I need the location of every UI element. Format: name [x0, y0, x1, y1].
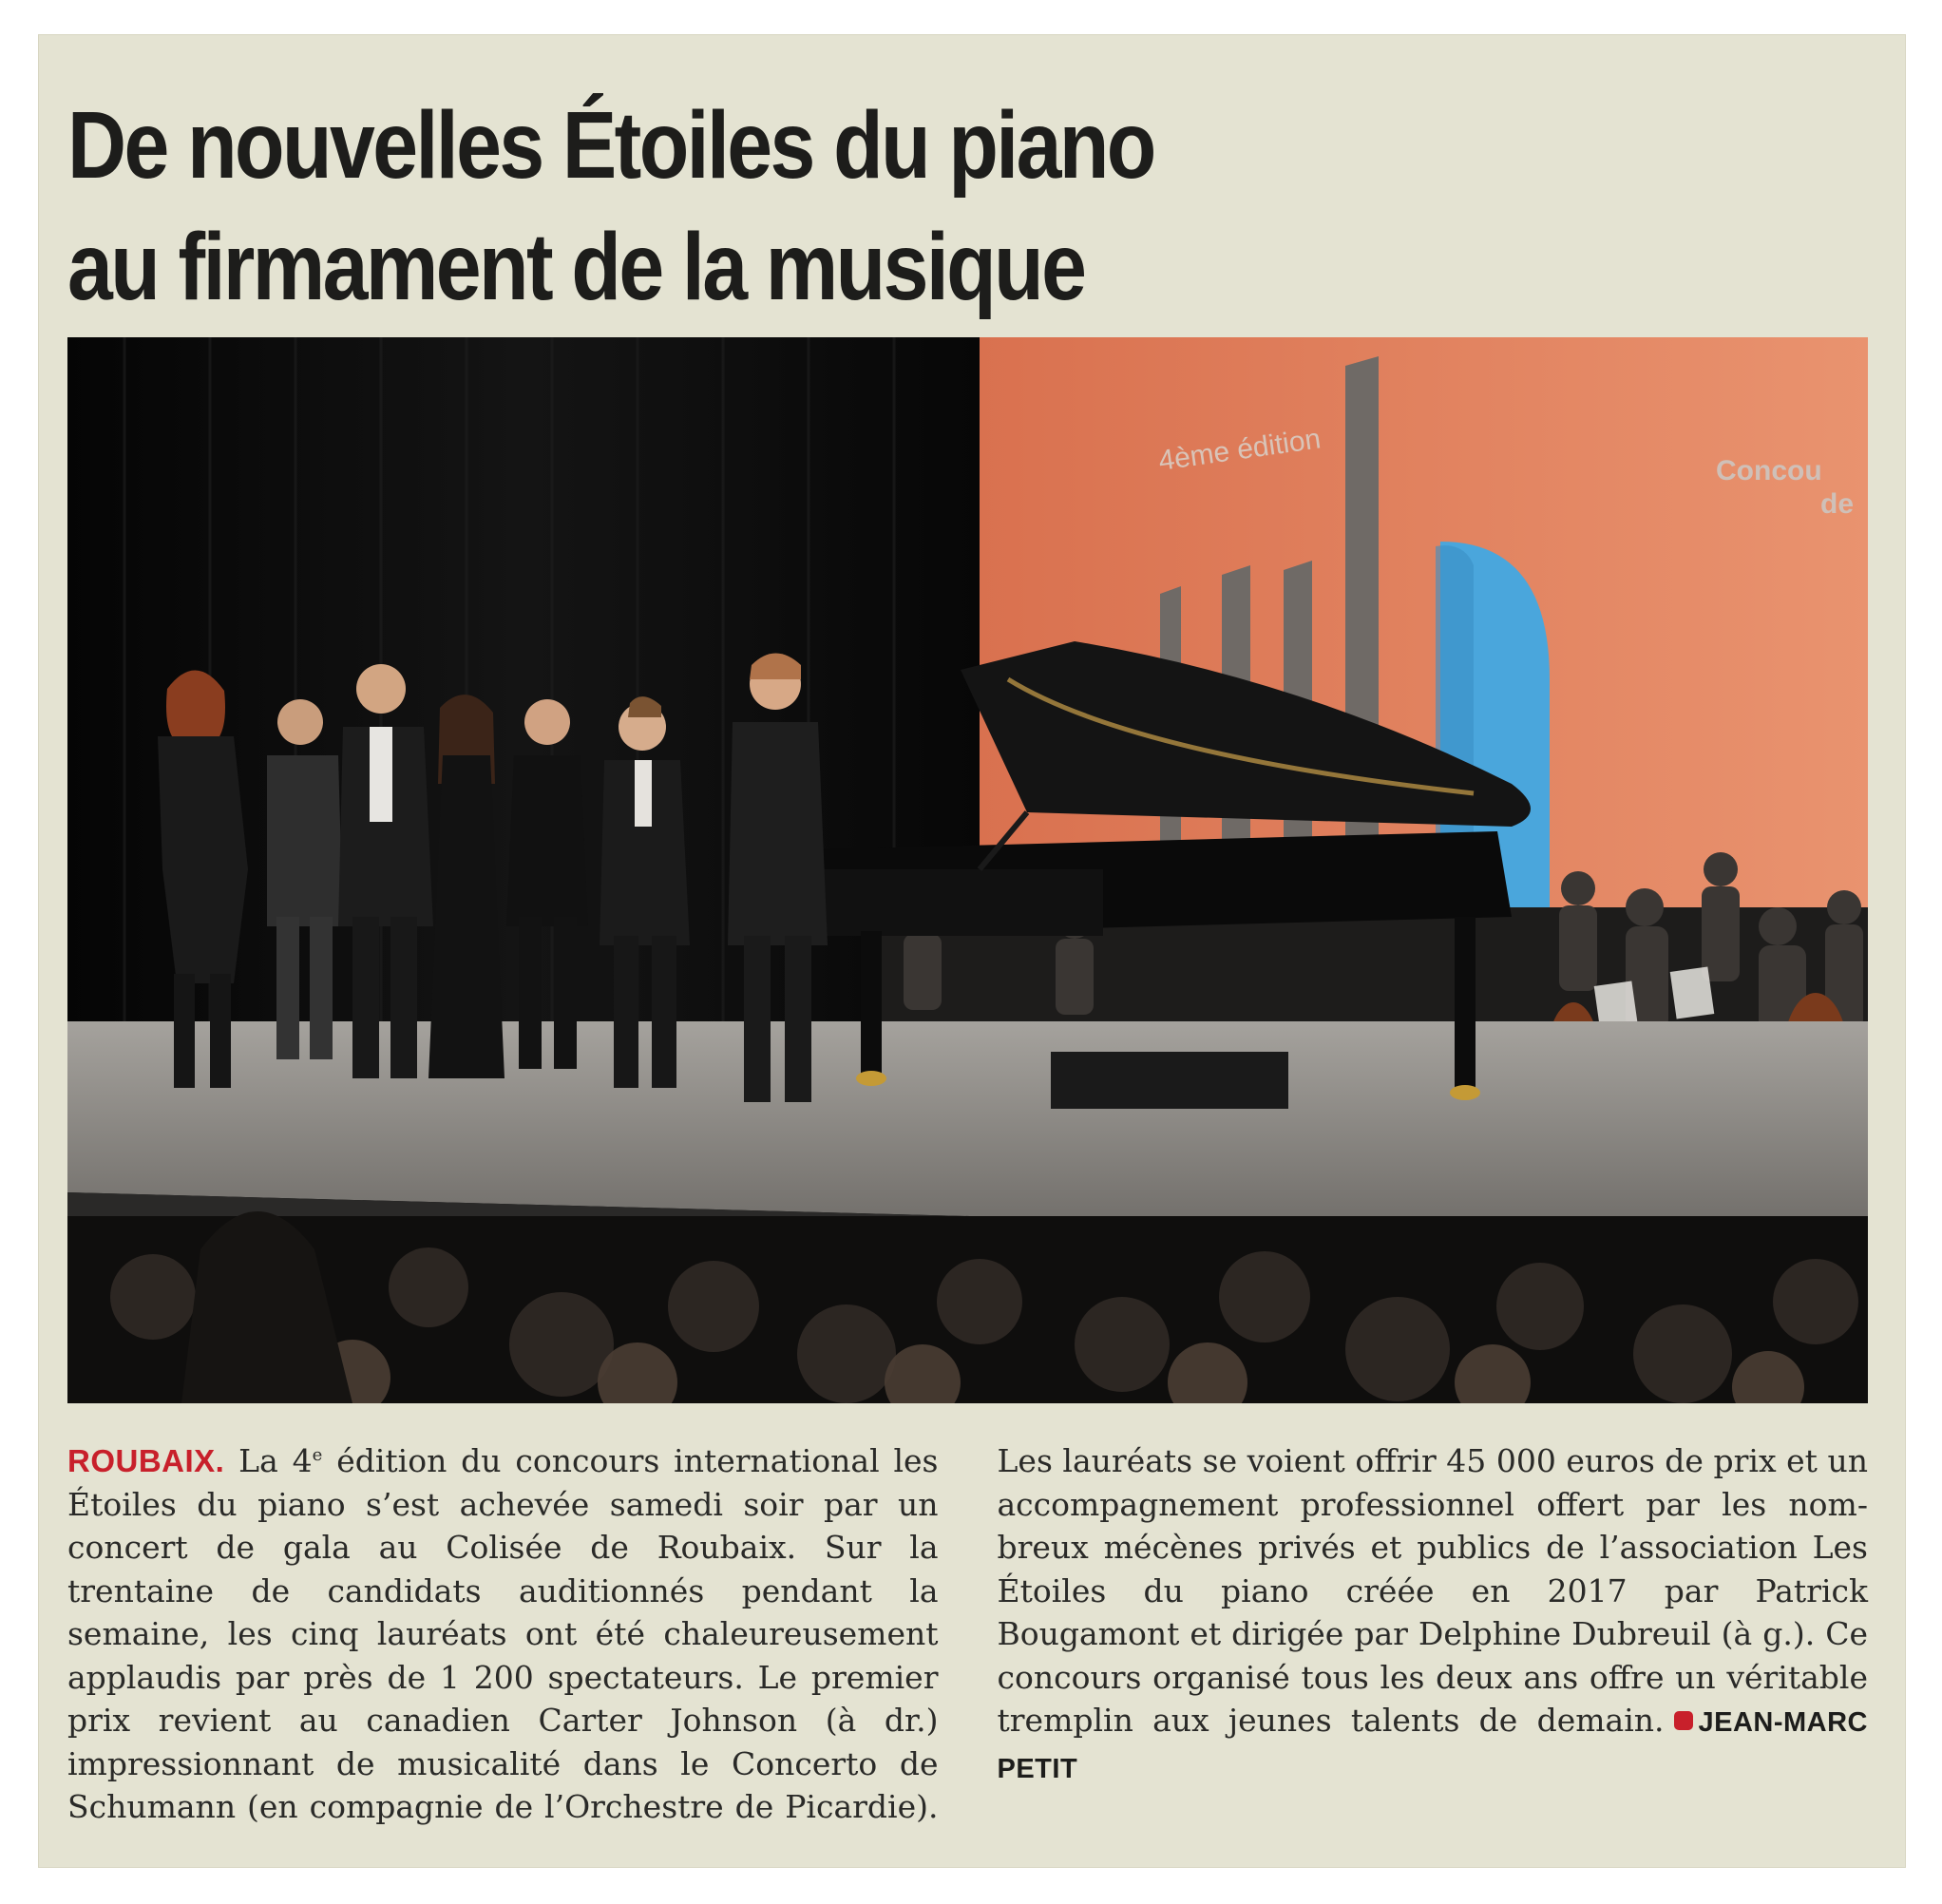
headline — [67, 85, 1620, 328]
headline-line-1: De nouvelles Étoiles du piano — [67, 92, 1154, 199]
body-text: édition du concours international les Étoiles du piano s’est achevée samedi soir par un concert de gala au Colisée de Roubaix. Sur la trentaine de candidats auditionnés pendant la semaine, les cinq lauréats ont été chaleureusement applaudis par près de 1 200 spectateurs. Le premier prix revient au canadien Carter Johnson (à dr.) impressionnant de musicalité dans le Concerto de Schumann (en compagnie de l’Orchestre de Picardie). Les lauréats se voient offrir 45 000 euros de prix et un accompagnement professionnel offert par les nombreux mécènes privés et publics de l’association Les Étoiles du piano créée en 2017 par Patrick Bougamont et dirigée par Delphine Dubreuil (à g.). Ce concours organisé tous les deux ans offre un véritable tremplin aux jeunes talents de demain. — [67, 1442, 1868, 1825]
byline: JEAN-MARC PETIT — [997, 1707, 1868, 1784]
article-body — [67, 1439, 1868, 1848]
ordinal-suffix: e — [312, 1445, 323, 1465]
backdrop-concours-text: Concou — [1716, 455, 1822, 486]
audience — [67, 1211, 1868, 1403]
newspaper-clipping — [38, 34, 1906, 1868]
backdrop-edition-text: 4ème édition — [1156, 423, 1323, 477]
body-lead: La 4 — [224, 1442, 313, 1479]
article-paragraph — [67, 1439, 1868, 1848]
backdrop-de-text: de — [1820, 488, 1855, 520]
concert-photo — [67, 337, 1868, 1403]
dateline: ROUBAIX. — [67, 1443, 225, 1478]
headline-line-2: au firmament de la musique — [67, 214, 1085, 320]
byline-square-icon — [1674, 1711, 1693, 1730]
conductor-podium — [1051, 1052, 1288, 1109]
